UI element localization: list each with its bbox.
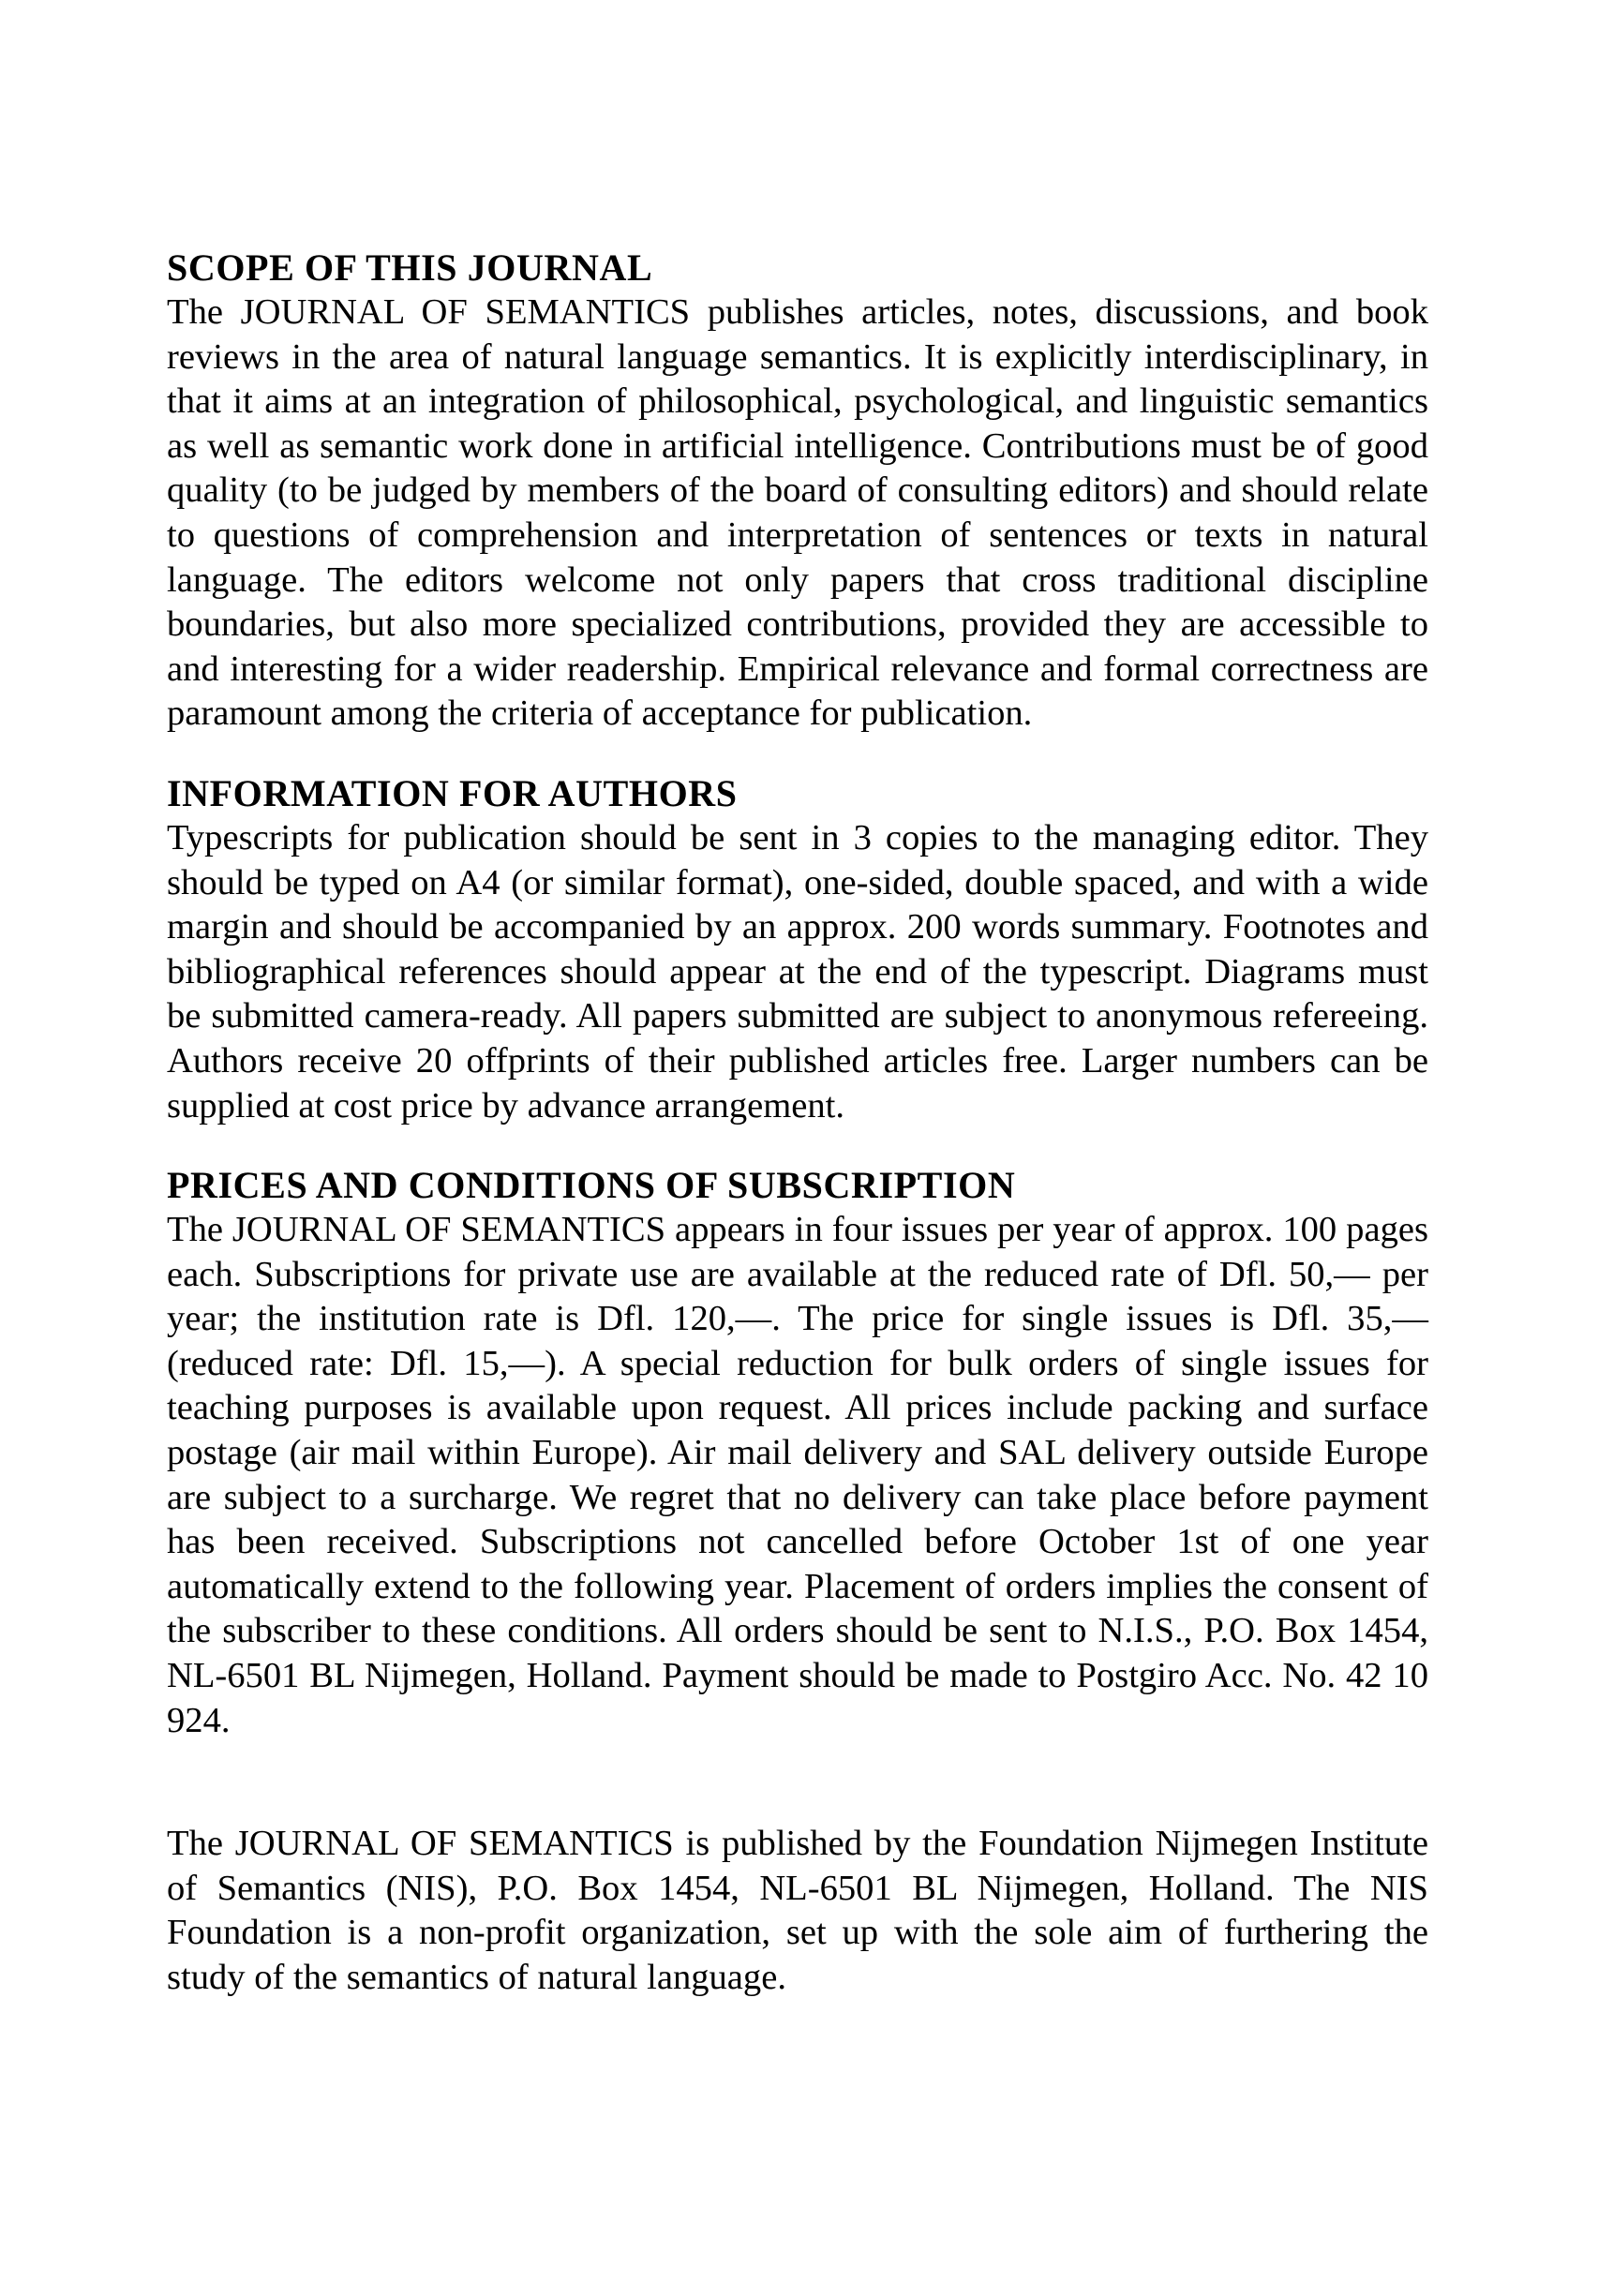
- scope-heading: SCOPE OF THIS JOURNAL: [167, 246, 653, 289]
- subscription-body: The JOURNAL OF SEMANTICS appears in four issues per year of approx. 100 pages each. Subscriptions for private use are available at the reduced rate of Dfl. 50,— per year; the institution rate is Dfl. 120,—. The price for single issues is Dfl. 35,— (reduced rate: Dfl. 15,—). A special reduction for bulk orders of single issues for teaching purposes is available upon request. All prices include packing and surface postage (air mail within Europe). Air mail delivery and SAL delivery outside Europe are subject to a surcharge. We regret that no delivery can take place before payment has been received. Subscriptions not cancelled before October 1st of one year automatically extend to the following year. Placement of orders implies the consent of the subscriber to these conditions. All orders should be sent to N.I.S., P.O. Box 1454, NL-6501 BL Nijmegen, Holland. Payment should be made to Postgiro Acc. No. 42 10 924.: [167, 1210, 1428, 1740]
- authors-body: Typescripts for publication should be sent in 3 copies to the managing editor. They should be typed on A4 (or similar format), one-sided, double spaced, and with a wide margin and should be accompanied by an approx. 200 words summary. Footnotes and bibliographical references should appear at the end of the typescript. Diagrams must be submitted camera-ready. All papers submitted are subject to anonymous refereeing. Authors receive 20 offprints of their published articles free. Larger numbers can be supplied at cost price by advance arrangement.: [167, 817, 1428, 1126]
- publisher-note: The JOURNAL OF SEMANTICS is published by the Foundation Nijmegen Institute of Semantics (NIS), P.O. Box 1454, NL-6501 BL Nijmegen, Holland. The NIS Foundation is a non-profit organization, set up with the sole aim of furthering the study of the semantics of natural language.: [167, 1824, 1428, 1997]
- journal-info-page: [167, 246, 1428, 2001]
- authors-section: [167, 771, 1428, 1128]
- subscription-heading: PRICES AND CONDITIONS OF SUBSCRIPTION: [167, 1164, 1016, 1207]
- scope-body: The JOURNAL OF SEMANTICS publishes articles, notes, discussions, and book reviews in the area of natural language semantics. It is explicitly interdisciplinary, in that it aims at an integration of philosophical, psychological, and linguistic semantics as well as semantic work done in artificial intelligence. Contributions must be of good quality (to be judged by members of the board of consulting editors) and should relate to questions of comprehension and interpretation of sentences or texts in natural language. The editors welcome not only papers that cross traditional discipline boundaries, but also more specialized contributions, provided they are accessible to and interesting for a wider readership. Empirical relevance and formal correctness are paramount among the criteria of acceptance for publication.: [167, 292, 1428, 734]
- authors-heading: INFORMATION FOR AUTHORS: [167, 771, 738, 814]
- subscription-section: [167, 1163, 1428, 1743]
- scope-section: [167, 246, 1428, 737]
